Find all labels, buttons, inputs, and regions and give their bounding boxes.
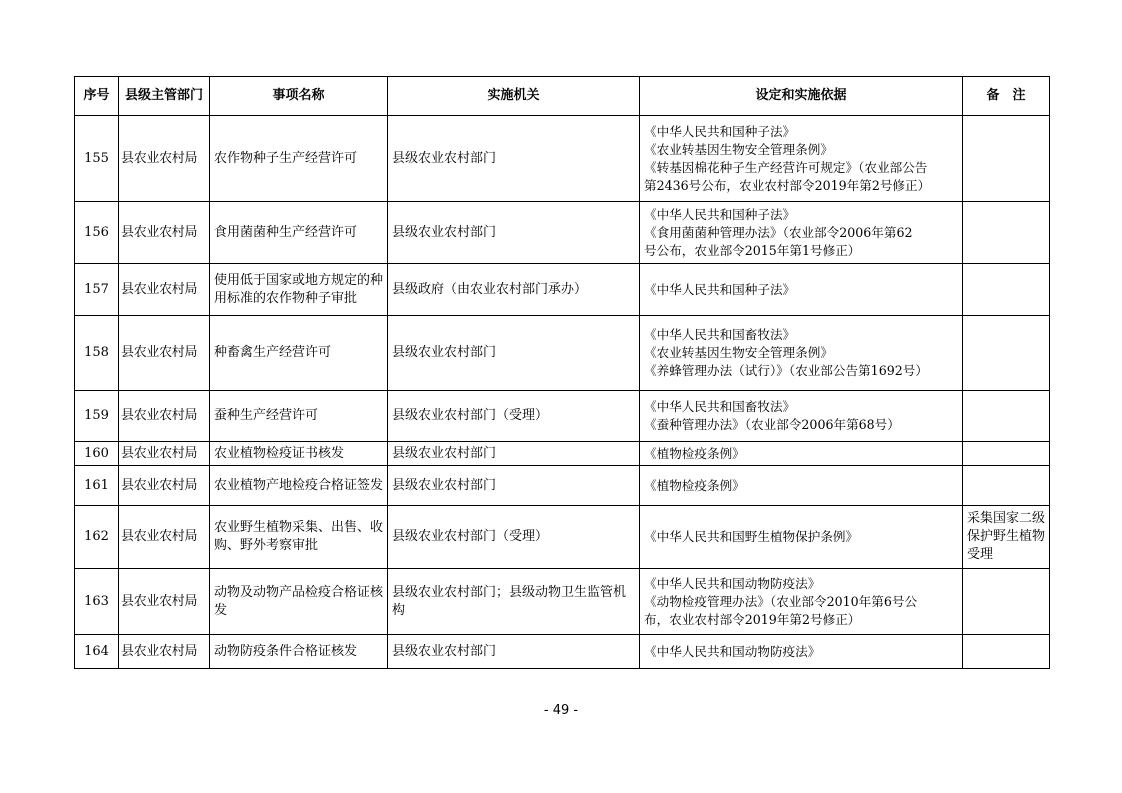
row-basis xyxy=(640,442,963,466)
row-number: 164 xyxy=(75,635,119,669)
basis-line: 《植物检疫条例》 xyxy=(644,445,745,461)
basis-line: 《蚕种管理办法》（农业部令2006年第68号） xyxy=(644,417,900,432)
row-number: 161 xyxy=(75,466,119,506)
row-number: 155 xyxy=(75,116,119,202)
table-row xyxy=(75,202,1050,264)
table-row xyxy=(75,316,1050,391)
header-dept: 县级主管部门 xyxy=(119,77,210,116)
basis-line: 《中华人民共和国动物防疫法》 xyxy=(644,643,821,659)
row-remark xyxy=(963,391,1050,442)
row-number: 159 xyxy=(75,391,119,442)
row-item-name: 农作物种子生产经营许可 xyxy=(210,116,388,202)
row-dept: 县农业农村局 xyxy=(119,116,210,202)
row-agency: 县级农业农村部门（受理） xyxy=(388,391,640,442)
row-number: 160 xyxy=(75,442,119,466)
row-basis xyxy=(640,391,963,442)
basis-line: 《中华人民共和国种子法》 xyxy=(644,206,796,222)
row-agency: 县级农业农村部门 xyxy=(388,116,640,202)
row-remark xyxy=(963,264,1050,316)
row-basis xyxy=(640,316,963,391)
basis-line: 《中华人民共和国种子法》 xyxy=(644,281,796,297)
row-agency: 县级农业农村部门 xyxy=(388,635,640,669)
basis-line: 《养蜂管理办法（试行）》（农业部公告第1692号） xyxy=(644,363,928,378)
basis-line: 《农业转基因生物安全管理条例》 xyxy=(644,345,833,360)
row-item-name: 食用菌菌种生产经营许可 xyxy=(210,202,388,264)
row-number: 157 xyxy=(75,264,119,316)
row-agency: 县级农业农村部门；县级动物卫生监管机构 xyxy=(388,569,640,635)
row-basis xyxy=(640,264,963,316)
row-agency: 县级农业农村部门（受理） xyxy=(388,506,640,569)
row-item-name: 使用低于国家或地方规定的种用标准的农作物种子审批 xyxy=(210,264,388,316)
row-dept: 县农业农村局 xyxy=(119,635,210,669)
row-remark xyxy=(963,202,1050,264)
row-agency: 县级农业农村部门 xyxy=(388,466,640,506)
table-row xyxy=(75,442,1050,466)
basis-line: 《中华人民共和国种子法》 xyxy=(644,123,796,139)
basis-line: 《转基因棉花种子生产经营许可规定》（农业部公告 xyxy=(644,159,928,175)
row-basis xyxy=(640,116,963,202)
row-number: 162 xyxy=(75,506,119,569)
table-row xyxy=(75,569,1050,635)
header-remark: 备 注 xyxy=(963,77,1050,116)
table-header-row xyxy=(75,77,1050,116)
basis-line: 《中华人民共和国畜牧法》 xyxy=(644,399,796,414)
table-row xyxy=(75,466,1050,506)
row-dept: 县农业农村局 xyxy=(119,202,210,264)
row-agency: 县级政府（由农业农村部门承办） xyxy=(388,264,640,316)
row-remark xyxy=(963,316,1050,391)
row-remark xyxy=(963,569,1050,635)
table-row xyxy=(75,635,1050,669)
row-remark xyxy=(963,466,1050,506)
basis-line: 《农业转基因生物安全管理条例》 xyxy=(644,141,833,157)
row-number: 158 xyxy=(75,316,119,391)
basis-line: 《植物检疫条例》 xyxy=(644,477,745,493)
basis-line: 第2436号公布，农业农村部令2019年第2号修正） xyxy=(644,177,931,193)
basis-line: 《动物检疫管理办法》（农业部令2010年第6号公 xyxy=(644,593,918,609)
row-basis xyxy=(640,506,963,569)
page-number: - 49 - xyxy=(543,703,579,718)
header-agency: 实施机关 xyxy=(388,77,640,116)
table-row xyxy=(75,506,1050,569)
row-item-name: 农业野生植物采集、出售、收购、野外考察审批 xyxy=(210,506,388,569)
row-item-name: 农业植物产地检疫合格证签发 xyxy=(210,466,388,506)
header-no: 序号 xyxy=(75,77,119,116)
row-basis xyxy=(640,202,963,264)
row-number: 156 xyxy=(75,202,119,264)
table-row xyxy=(75,264,1050,316)
table-row xyxy=(75,116,1050,202)
header-item: 事项名称 xyxy=(210,77,388,116)
row-item-name: 种畜禽生产经营许可 xyxy=(210,316,388,391)
row-dept: 县农业农村局 xyxy=(119,264,210,316)
row-dept: 县农业农村局 xyxy=(119,391,210,442)
basis-line: 《中华人民共和国动物防疫法》 xyxy=(644,575,821,591)
row-dept: 县农业农村局 xyxy=(119,506,210,569)
row-item-name: 蚕种生产经营许可 xyxy=(210,391,388,442)
basis-line: 《食用菌菌种管理办法》（农业部令2006年第62 xyxy=(644,224,913,240)
row-item-name: 动物防疫条件合格证核发 xyxy=(210,635,388,669)
row-remark xyxy=(963,116,1050,202)
basis-line: 《中华人民共和国畜牧法》 xyxy=(644,327,796,342)
table-row xyxy=(75,391,1050,442)
row-item-name: 农业植物检疫证书核发 xyxy=(210,442,388,466)
row-basis xyxy=(640,569,963,635)
header-basis: 设定和实施依据 xyxy=(640,77,963,116)
row-dept: 县农业农村局 xyxy=(119,442,210,466)
basis-line: 号公布，农业部令2015年第1号修正） xyxy=(644,242,861,258)
row-remark xyxy=(963,442,1050,466)
row-remark xyxy=(963,635,1050,669)
basis-line: 布，农业农村部令2019年第2号修正） xyxy=(644,611,861,627)
row-dept: 县农业农村局 xyxy=(119,316,210,391)
row-dept: 县农业农村局 xyxy=(119,569,210,635)
row-basis xyxy=(640,635,963,669)
row-basis xyxy=(640,466,963,506)
row-item-name: 动物及动物产品检疫合格证核发 xyxy=(210,569,388,635)
row-agency: 县级农业农村部门 xyxy=(388,202,640,264)
row-remark: 采集国家二级保护野生植物受理 xyxy=(963,506,1050,569)
row-agency: 县级农业农村部门 xyxy=(388,442,640,466)
row-dept: 县农业农村局 xyxy=(119,466,210,506)
basis-line: 《中华人民共和国野生植物保护条例》 xyxy=(644,529,859,544)
row-agency: 县级农业农村部门 xyxy=(388,316,640,391)
table-body xyxy=(75,116,1050,669)
permit-items-table xyxy=(74,76,1050,669)
row-number: 163 xyxy=(75,569,119,635)
